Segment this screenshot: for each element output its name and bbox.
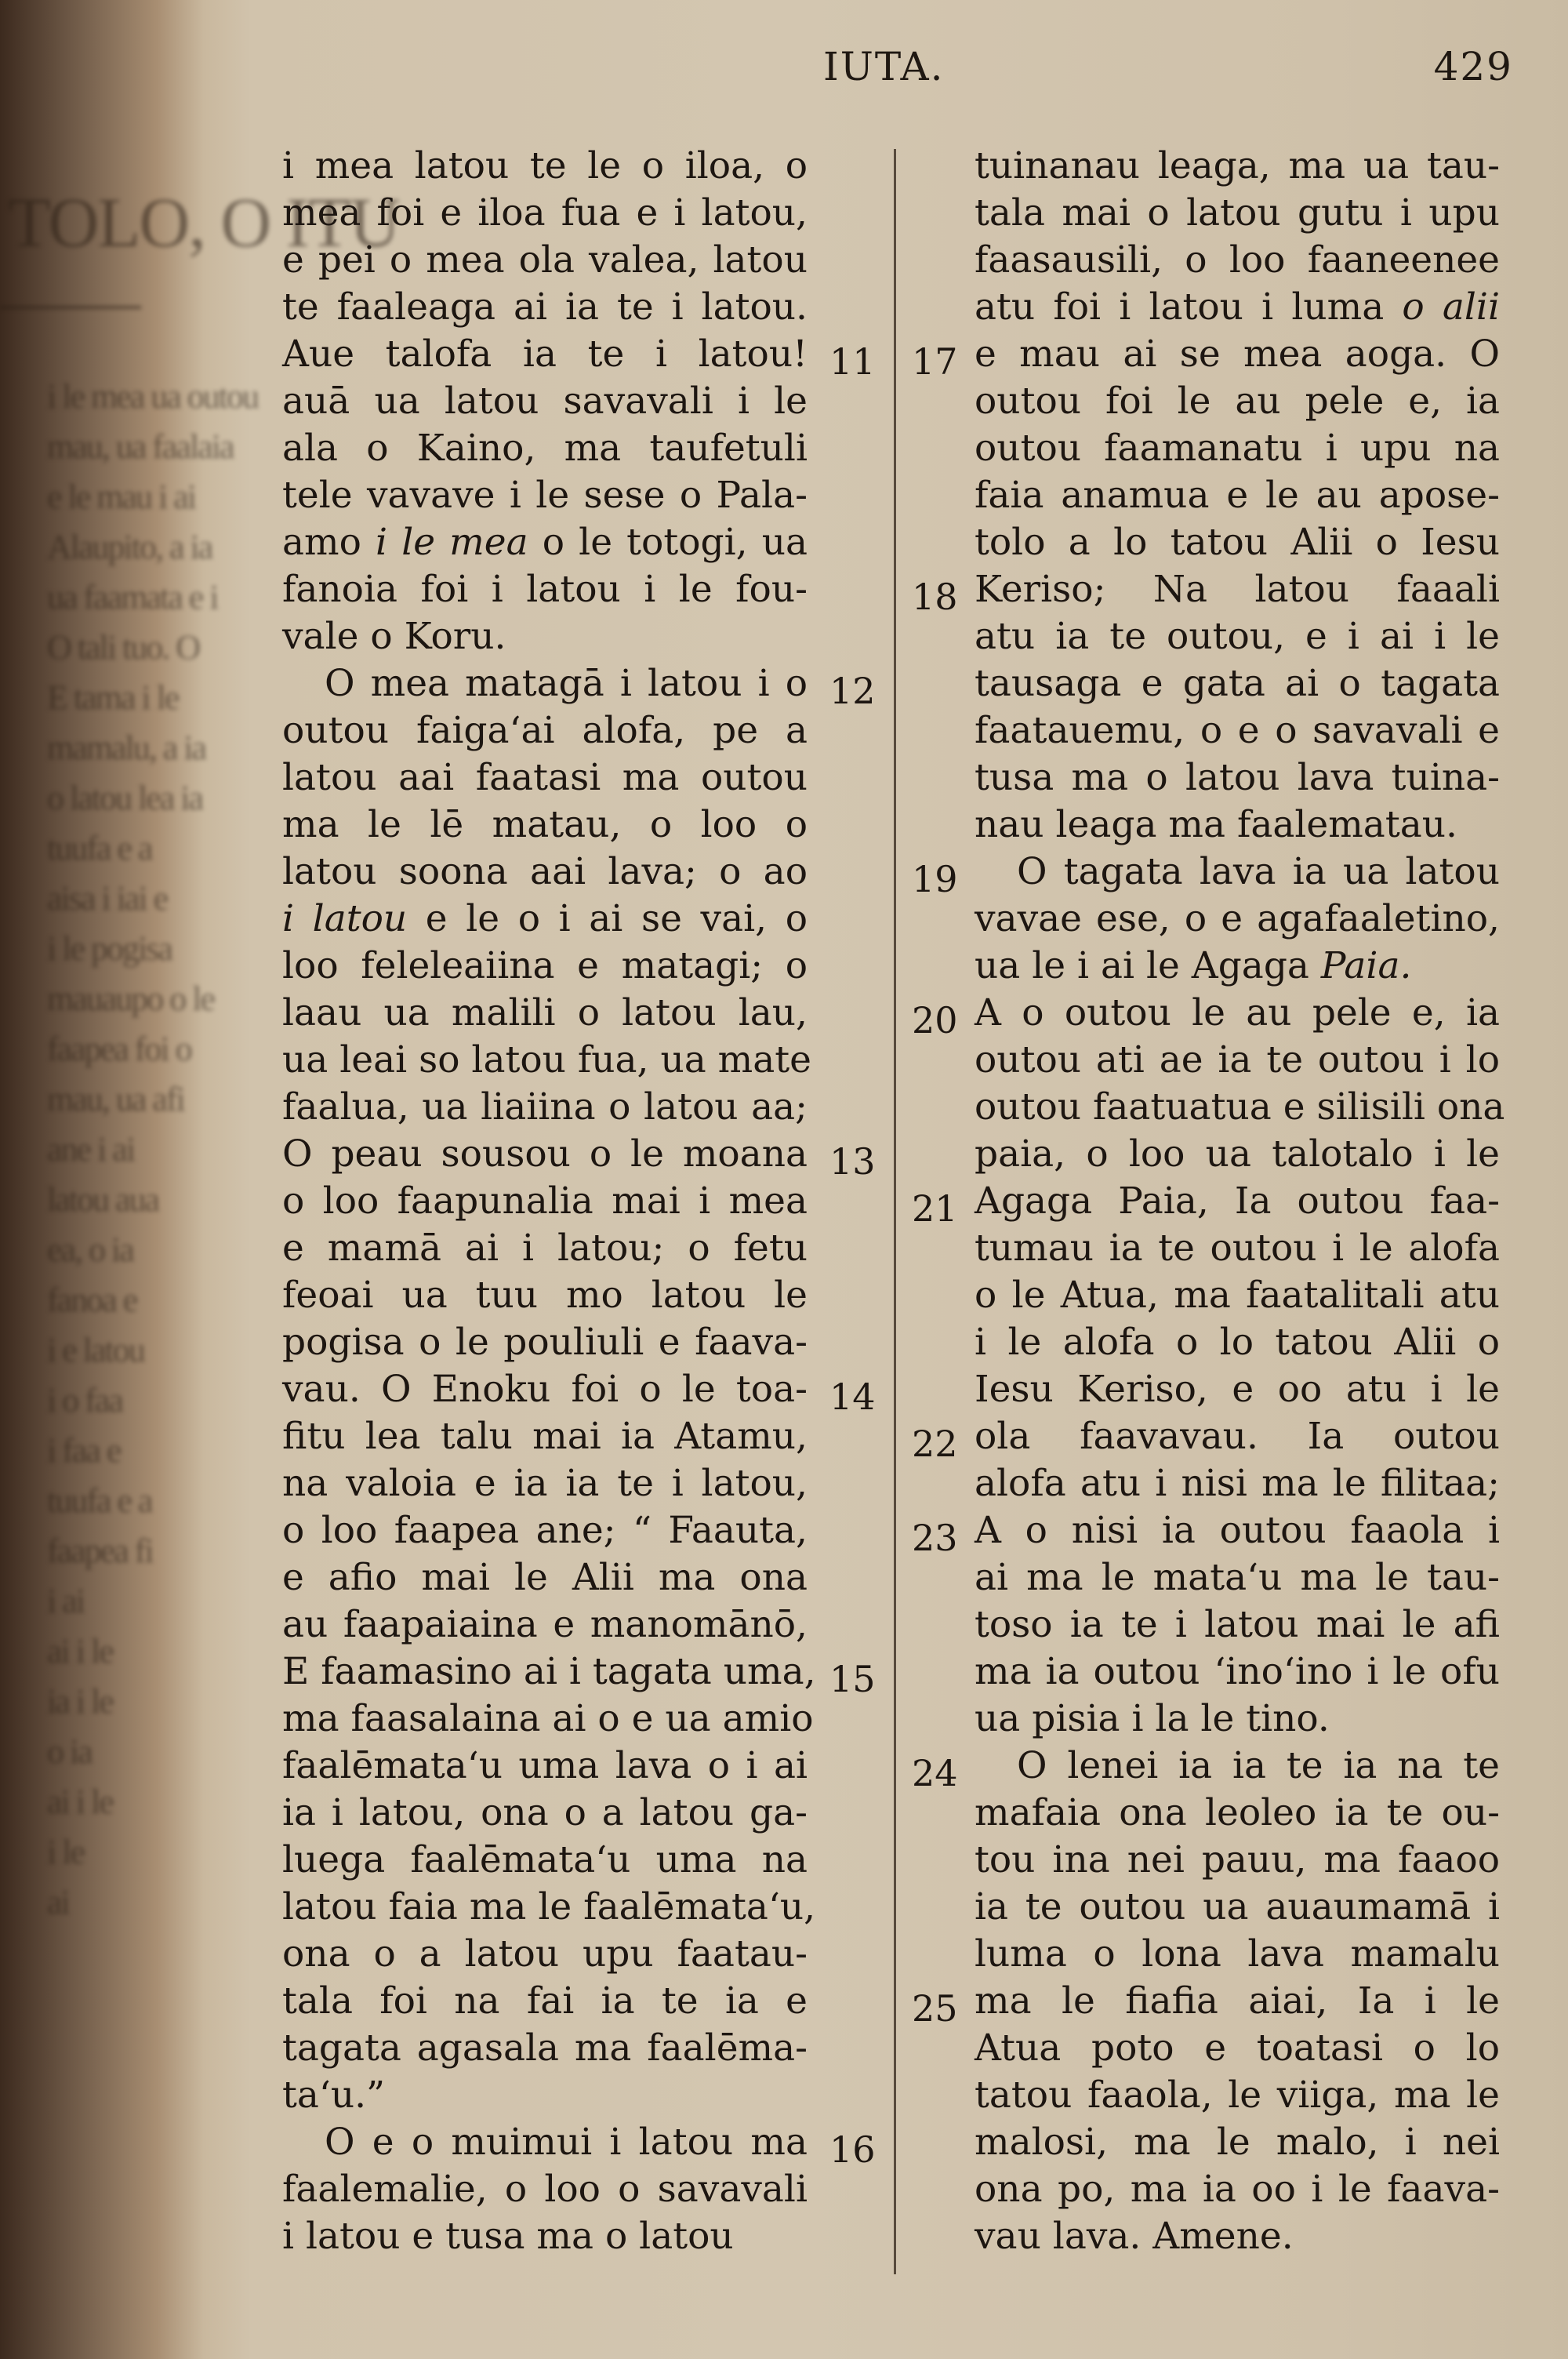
- text-line: outou ati ae ia te outou i lo: [975, 1038, 1500, 1081]
- text-line: o le Atua, ma faatalitali atu: [975, 1274, 1500, 1317]
- text-line: outou faamanatu i upu na: [975, 427, 1500, 470]
- text-line: ua pisia i la le tino.: [975, 1697, 1330, 1740]
- text-line: te faaleaga ai ia te i latou.: [282, 285, 808, 329]
- text-line: outou faiga‘ai alofa, pe a: [282, 709, 808, 752]
- text-line: i mea latou te le o iloa, o: [282, 144, 808, 187]
- text-line: ia i latou, ona o a latou ga-: [282, 1791, 808, 1834]
- text-line: vau. O Enoku foi o le toa-: [282, 1368, 808, 1411]
- text-line: i latou e tusa ma o latou: [282, 2215, 734, 2258]
- text-line: latou aai faatasi ma outou: [282, 756, 808, 799]
- text-line: tausaga e gata ai o tagata: [975, 662, 1500, 705]
- text-line: ona o a latou upu faatau-: [282, 1932, 808, 1976]
- spill-line: e le mau i ai: [47, 478, 196, 516]
- verse-number: 25: [912, 1987, 958, 2030]
- book-title: IUTA.: [823, 44, 945, 89]
- text-line: tou ina nei pauu, ma faaoo: [975, 1838, 1500, 1881]
- text-line: loo feleleaiina e matagi; o: [282, 944, 808, 987]
- text-line: mea foi e iloa fua e i latou,: [282, 191, 808, 234]
- spill-line: o latou lea ia: [47, 779, 203, 817]
- text-line: ta‘u.”: [282, 2074, 386, 2117]
- verse-number: 13: [829, 1140, 876, 1183]
- running-header: [282, 44, 1513, 107]
- text-line: O lenei ia ia te ia na te: [1017, 1744, 1500, 1787]
- spill-line: i le: [47, 1833, 84, 1871]
- text-line: tumau ia te outou i le alofa: [975, 1227, 1500, 1270]
- spill-line: aisa i iai e: [47, 879, 168, 918]
- text-line: Keriso; Na latou faaali: [975, 568, 1500, 611]
- text-line: amo i le mea o le totogi, ua: [282, 521, 808, 564]
- spill-line: mau, ua afi: [47, 1080, 184, 1118]
- text-line: fanoia foi i latou i le fou-: [282, 568, 808, 611]
- text-line: ma le fiafia aiai, Ia i le: [975, 1979, 1500, 2023]
- text-line: Iesu Keriso, e oo atu i le: [975, 1368, 1500, 1411]
- text-line: tele vavave i le sese o Pala-: [282, 474, 808, 517]
- spill-line: ai: [47, 1883, 69, 1921]
- text-line: faatauemu, o e o savavali e: [975, 709, 1500, 752]
- text-line: laau ua malili o latou lau,: [282, 991, 808, 1034]
- text-line: O e o muimui i latou ma: [325, 2121, 808, 2164]
- text-line: o loo faapunalia mai i mea: [282, 1180, 808, 1223]
- text-line: i latou e le o i ai se vai, o: [282, 897, 808, 940]
- spill-line: i o faa: [47, 1381, 122, 1419]
- spill-line: mau, ua faalaia: [47, 427, 234, 466]
- spill-line: ai i le: [47, 1632, 113, 1670]
- text-line: O peau sousou o le moana: [282, 1132, 808, 1176]
- text-line: vau lava. Amene.: [975, 2215, 1294, 2258]
- text-line: E faamasino ai i tagata uma,: [282, 1650, 816, 1693]
- verse-number: 20: [912, 999, 958, 1041]
- text-line: O tagata lava ia ua latou: [1017, 850, 1500, 893]
- verse-number: 17: [912, 340, 958, 383]
- text-line: luma o lona lava mamalu: [975, 1932, 1500, 1976]
- spill-line: ai i le: [47, 1783, 113, 1821]
- text-line: faalemalie, o loo o savavali: [282, 2168, 808, 2211]
- spill-rule: [0, 306, 141, 309]
- text-line: atu ia te outou, e i ai i le: [975, 615, 1500, 658]
- text-line: pogisa o le pouliuli e faava-: [282, 1321, 808, 1364]
- text-line: Agaga Paia, Ia outou faa-: [975, 1180, 1500, 1223]
- text-line: tagata agasala ma faalēma-: [282, 2026, 808, 2070]
- text-line: na valoia e ia ia te i latou,: [282, 1462, 808, 1505]
- text-line: faasausili, o loo faaneenee: [975, 238, 1500, 282]
- text-line: alofa atu i nisi ma le filitaa;: [975, 1462, 1500, 1505]
- spill-line: faapea foi o: [47, 1030, 191, 1068]
- text-line: e mau ai se mea aoga. O: [975, 333, 1500, 376]
- verse-number: 15: [829, 1658, 876, 1700]
- text-line: ua leai so latou fua, ua mate: [282, 1038, 811, 1081]
- spill-line: i le mea ua outou: [47, 377, 259, 416]
- spill-line: Alaupito, a ia: [47, 528, 212, 566]
- text-line: outou foi le au pele e, ia: [975, 380, 1500, 423]
- text-line: ma le lē matau, o loo o: [282, 803, 808, 846]
- verse-number: 23: [912, 1517, 958, 1559]
- text-line: feoai ua tuu mo latou le: [282, 1274, 808, 1317]
- text-line: auā ua latou savavali i le: [282, 380, 808, 423]
- spill-line: ea, o ia: [47, 1230, 133, 1269]
- text-line: ma ia outou ‘ino‘ino i le ofu: [975, 1650, 1500, 1693]
- spill-line: tuufa e a: [47, 829, 152, 867]
- column-divider: [894, 149, 896, 2274]
- spill-line: i ai: [47, 1582, 84, 1620]
- spill-line: mauaupo o le: [47, 980, 215, 1018]
- text-line: tusa ma o latou lava tuina-: [975, 756, 1500, 799]
- spill-line: fanoa e: [47, 1281, 137, 1319]
- verse-number: 16: [829, 2128, 876, 2171]
- text-line: ia te outou ua auaumamā i: [975, 1885, 1500, 1928]
- text-line: ona po, ma ia oo i le faava-: [975, 2168, 1500, 2211]
- verse-number: 12: [829, 670, 876, 712]
- verse-number: 21: [912, 1187, 958, 1230]
- verse-number: 14: [829, 1376, 876, 1418]
- text-line: tolo a lo tatou Alii o Iesu: [975, 521, 1500, 564]
- text-line: vavae ese, o e agafaaletino,: [975, 897, 1500, 940]
- text-line: au faapaiaina e manomānō,: [282, 1603, 808, 1646]
- text-line: ola faavavau. Ia outou: [975, 1415, 1500, 1458]
- text-line: luega faalēmata‘u uma na: [282, 1838, 808, 1881]
- text-line: paia, o loo ua talotalo i le: [975, 1132, 1500, 1176]
- text-line: ala o Kaino, ma taufetuli: [282, 427, 808, 470]
- text-line: faia anamua e le au apose-: [975, 474, 1500, 517]
- text-line: mafaia ona leoleo ia te ou-: [975, 1791, 1500, 1834]
- text-line: ua le i ai le Agaga Paia.: [975, 944, 1412, 987]
- left-text-column: [282, 143, 816, 2260]
- spill-line: i e latou: [47, 1331, 144, 1369]
- spill-line: ua faamata e i: [47, 578, 218, 616]
- spill-heading: TOLO, O ITU: [8, 184, 399, 262]
- text-line: tala mai o latou gutu i upu: [975, 191, 1500, 234]
- spill-line: O tali tuo. O: [47, 628, 199, 667]
- verse-number: 24: [912, 1752, 958, 1794]
- spill-line: E tama i le: [47, 678, 179, 717]
- spill-line: i faa e: [47, 1431, 121, 1470]
- text-line: malosi, ma le malo, i nei: [975, 2121, 1500, 2164]
- spill-line: ane i ai: [47, 1130, 135, 1169]
- right-text-column: [975, 143, 1505, 2260]
- page-number: 429: [1433, 44, 1513, 89]
- text-line: fitu lea talu mai ia Atamu,: [282, 1415, 808, 1458]
- text-line: latou faia ma le faalēmata‘u,: [282, 1885, 816, 1928]
- text-line: outou faatuatua e silisili ona: [975, 1085, 1505, 1129]
- text-line: i le alofa o lo tatou Alii o: [975, 1321, 1500, 1364]
- text-line: ai ma le mata‘u ma le tau-: [975, 1556, 1500, 1599]
- text-line: e pei o mea ola valea, latou: [282, 238, 808, 282]
- text-line: O mea matagā i latou i o: [325, 662, 808, 705]
- text-line: A o outou le au pele e, ia: [975, 991, 1500, 1034]
- text-line: vale o Koru.: [282, 615, 506, 658]
- text-line: atu foi i latou i luma o alii: [975, 285, 1500, 329]
- text-line: nau leaga ma faalematau.: [975, 803, 1457, 846]
- text-line: Atua poto e toatasi o lo: [975, 2026, 1500, 2070]
- spill-line: latou aua: [47, 1180, 159, 1219]
- text-line: tatou faaola, le viiga, ma le: [975, 2074, 1500, 2117]
- spill-line: ia i le: [47, 1682, 113, 1721]
- text-line: ma faasalaina ai o e ua amio: [282, 1697, 814, 1740]
- verse-number: 11: [829, 340, 876, 383]
- spill-line: mamalu, a ia: [47, 729, 206, 767]
- text-line: tala foi na fai ia te ia e: [282, 1979, 808, 2023]
- text-line: A o nisi ia outou faaola i: [975, 1509, 1500, 1552]
- spill-line: tuufa e a: [47, 1481, 152, 1520]
- text-line: latou soona aai lava; o ao: [282, 850, 808, 893]
- text-line: e mamā ai i latou; o fetu: [282, 1227, 808, 1270]
- text-line: Aue talofa ia te i latou!: [282, 333, 808, 376]
- verse-number: 19: [912, 858, 958, 900]
- text-line: toso ia te i latou mai le afi: [975, 1603, 1500, 1646]
- spill-line: i le pogisa: [47, 929, 172, 968]
- spill-line: faapea fi: [47, 1532, 153, 1570]
- text-line: o loo faapea ane; “ Faauta,: [282, 1509, 808, 1552]
- text-line: faalua, ua liaiina o latou aa;: [282, 1085, 808, 1129]
- verse-number: 22: [912, 1423, 958, 1465]
- verse-number: 18: [912, 576, 958, 618]
- text-line: faalēmata‘u uma lava o i ai: [282, 1744, 808, 1787]
- text-line: tuinanau leaga, ma ua tau-: [975, 144, 1500, 187]
- spill-line: o ia: [47, 1732, 92, 1771]
- text-line: e afio mai le Alii ma ona: [282, 1556, 808, 1599]
